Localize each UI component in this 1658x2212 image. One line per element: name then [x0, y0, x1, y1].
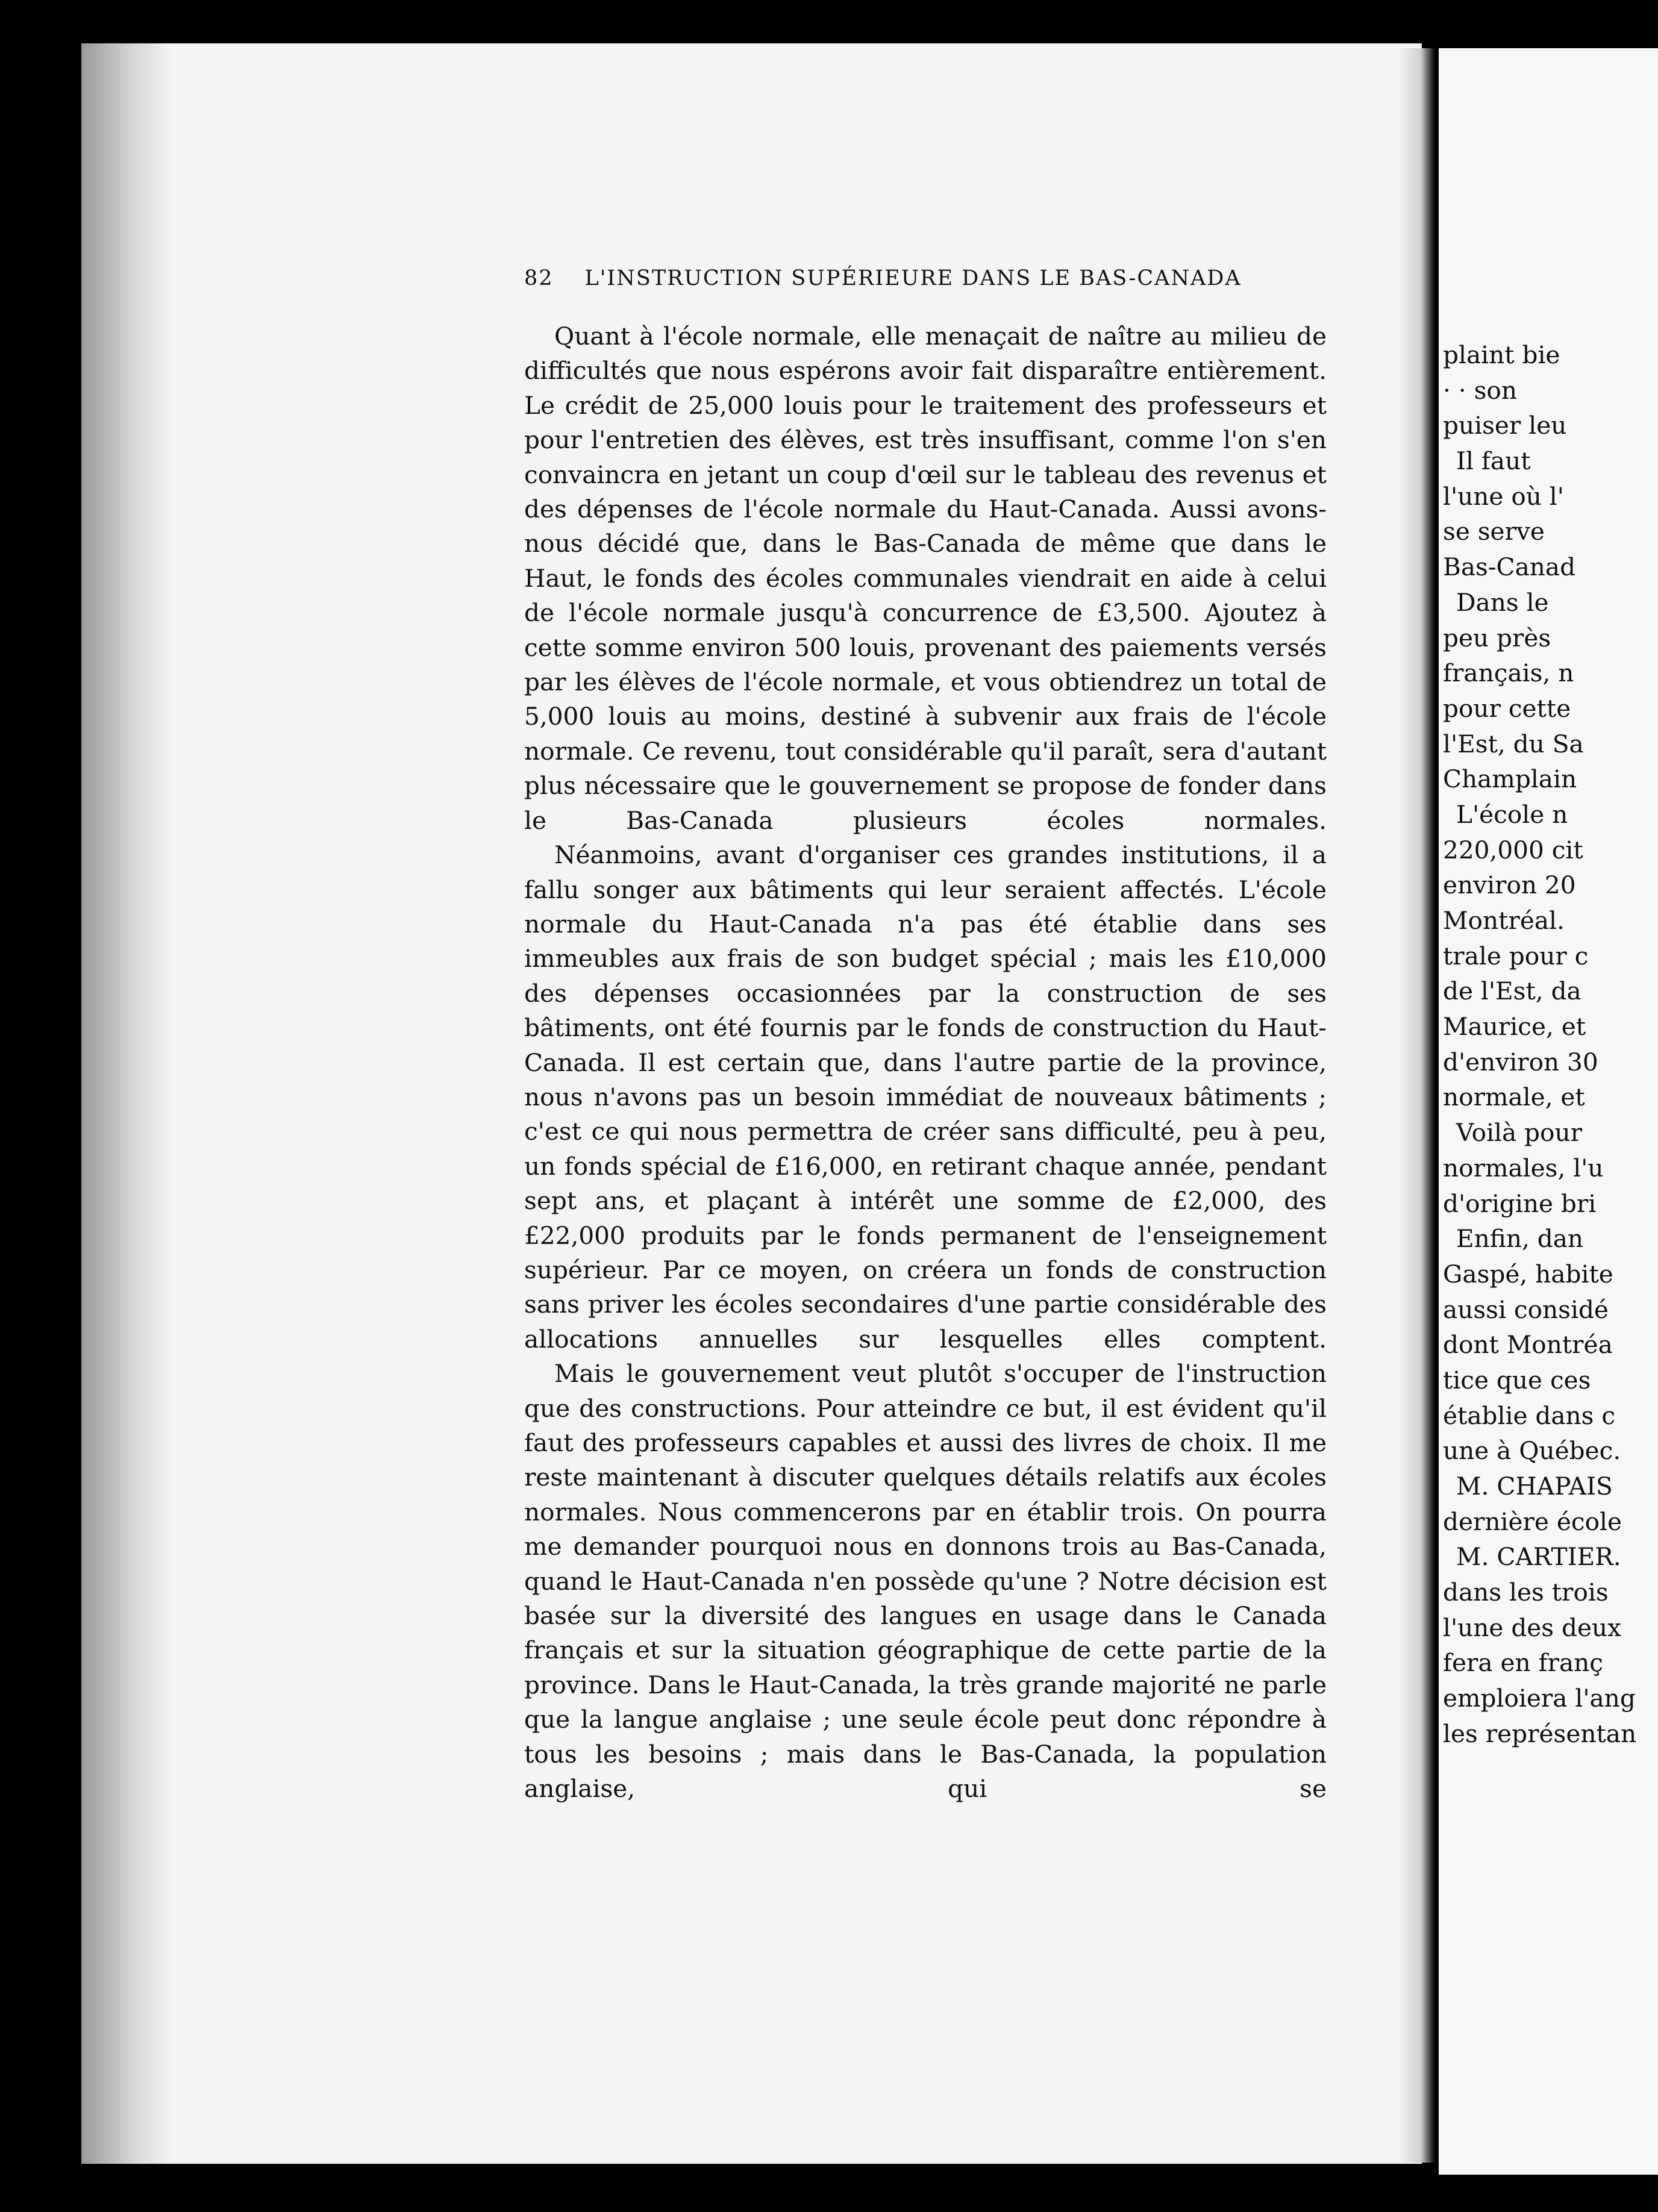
facing-page-line: puiser leu	[1443, 411, 1567, 440]
running-head	[524, 266, 1331, 290]
facing-page-line: fera en franç	[1443, 1648, 1604, 1678]
book-spine	[1399, 48, 1435, 2163]
facing-page-line: l'Est, du Sa	[1443, 729, 1584, 758]
facing-page-line: les représentan	[1443, 1719, 1637, 1748]
facing-page-line: peu près	[1443, 623, 1551, 652]
page-gutter-shadow	[81, 43, 172, 2164]
facing-page-line: pour cette	[1443, 693, 1571, 723]
facing-page-line: dans les trois	[1443, 1578, 1609, 1607]
facing-page-line: Dans le	[1456, 587, 1549, 617]
facing-page-line: L'école n	[1456, 799, 1568, 829]
facing-page-line: se serve	[1443, 517, 1545, 546]
facing-page-line: · · son	[1443, 375, 1517, 405]
paragraph-3: Mais le gouvernement veut plutôt s'occuper de l'instruction que des constructions. Pour atteindre ce but, il est évident qu'il faut des professeurs capables et aussi des livres de choix. Il me reste maintenant à discuter quelques détails relatifs aux écoles normales. Nous commencerons par en établir trois. On pourra me demander pourquoi nous en donnons trois au Bas-Canada, quand le Haut-Canada n'en possède qu'une ? Notre décision est basée sur la diversité des langues en usage dans le Canada français et sur la situation géographique de cette partie de la province. Dans le Haut-Canada, la très grande majorité ne parle que la langue anglaise ; une seule école peut donc répondre à tous les besoins ; mais dans le Bas-Canada, la population anglaise, qui se	[524, 1359, 1327, 1804]
facing-page-line: Champlain	[1443, 764, 1577, 794]
facing-page-line: Gaspé, habite	[1443, 1259, 1613, 1289]
facing-page-line: normales, l'u	[1443, 1153, 1604, 1183]
facing-page-line: d'origine bri	[1443, 1189, 1597, 1218]
facing-page-line: tice que ces	[1443, 1365, 1591, 1395]
facing-page-line: environ 20	[1443, 870, 1576, 900]
facing-page-line: Montréal.	[1443, 906, 1565, 935]
body-text	[524, 319, 1327, 1806]
running-title: L'INSTRUCTION SUPÉRIEURE DANS LE BAS-CANADA	[584, 266, 1242, 290]
facing-page-text	[1443, 337, 1658, 1752]
facing-page-line: dernière école	[1443, 1507, 1622, 1536]
facing-page-line: établie dans c	[1443, 1401, 1616, 1430]
facing-page-line: aussi considé	[1443, 1295, 1609, 1324]
facing-page-line: emploiera l'ang	[1443, 1684, 1636, 1713]
facing-page-line: l'une des deux	[1443, 1613, 1622, 1642]
facing-page-line: Il faut	[1456, 446, 1531, 476]
facing-page-line: trale pour c	[1443, 941, 1589, 970]
facing-page-line: normale, et	[1443, 1083, 1585, 1112]
facing-page-line: dont Montréa	[1443, 1330, 1613, 1360]
paragraph-2: Néanmoins, avant d'organiser ces grandes institutions, il a fallu songer aux bâtiments qui leur seraient affectés. L'école normale du Haut-Canada n'a pas été établie dans ses immeubles aux frais de son budget spécial ; mais les £10,000 des dépenses occasionnées par la construction de ses bâtiments, ont été fournis par le fonds de construction du Haut-Canada. Il est certain que, dans l'autre partie de la province, nous n'avons pas un besoin immédiat de nouveaux bâtiments ; c'est ce qui nous permettra de créer sans difficulté, peu à peu, un fonds spécial de £16,000, en retirant chaque année, pendant sept ans, et plaçant à intérêt une somme de £2,000, des £22,000 produits par le fonds permanent de l'enseignement supérieur. Par ce moyen, on créera un fonds de construction sans priver les écoles secondaires d'une partie considérable des allocations annuelles sur lesquelles elles comptent.	[524, 840, 1327, 1354]
facing-page-line: une à Québec.	[1443, 1436, 1621, 1466]
facing-page-line: Bas-Canad	[1443, 552, 1576, 582]
facing-page-line: français, n	[1443, 658, 1574, 688]
facing-page-line: de l'Est, da	[1443, 976, 1581, 1006]
facing-page-line: l'une où l'	[1443, 481, 1564, 511]
facing-page-line: Voilà pour	[1456, 1118, 1582, 1148]
facing-page-line: d'environ 30	[1443, 1047, 1598, 1076]
facing-page-line: plaint bie	[1443, 340, 1560, 369]
facing-page-line: Maurice, et	[1443, 1012, 1586, 1042]
facing-page-line: Enfin, dan	[1456, 1224, 1584, 1254]
facing-page-line: M. CARTIER.	[1456, 1542, 1621, 1572]
facing-page-line: 220,000 cit	[1443, 835, 1583, 864]
page-number: 82	[524, 266, 554, 290]
paragraph-1: Quant à l'école normale, elle menaçait de naître au milieu de difficultés que nous espérons avoir fait disparaître entièrement. Le crédit de 25,000 louis pour le traitement des professeurs et pour l'entretien des élèves, est très insuffisant, comme l'on s'en convaincra en jetant un coup d'œil sur le tableau des revenus et des dépenses de l'école normale du Haut-Canada. Aussi avons-nous décidé que, dans le Bas-Canada de même que dans le Haut, le fonds des écoles communales viendrait en aide à celui de l'école normale jusqu'à concurrence de £3,500. Ajoutez à cette somme environ 500 louis, provenant des paiements versés par les élèves de l'école normale, et vous obtiendrez un total de 5,000 louis au moins, destiné à subvenir aux frais de l'école normale. Ce revenu, tout considérable qu'il paraît, sera d'autant plus nécessaire que le gouvernement se propose de fonder dans le Bas-Canada plusieurs écoles normales.	[524, 322, 1327, 835]
facing-page-line: M. CHAPAIS	[1456, 1472, 1613, 1501]
